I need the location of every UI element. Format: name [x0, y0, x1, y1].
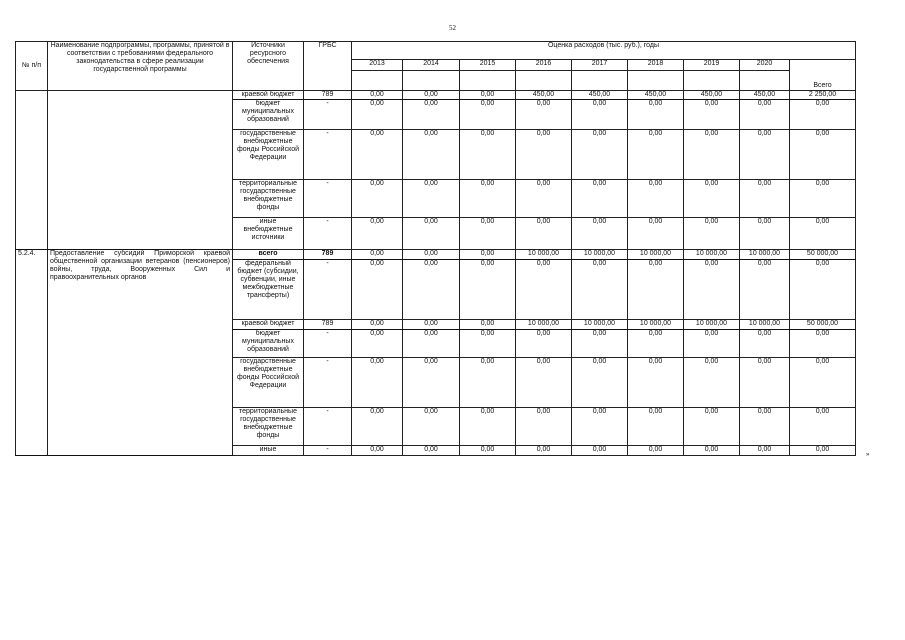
grbs-code: -	[304, 218, 352, 250]
total-value: 0,00	[790, 260, 856, 320]
year-value: 10 000,00	[628, 250, 684, 260]
year-header: 2019	[684, 60, 740, 71]
page-number: 52	[449, 24, 456, 32]
funding-source: иные внебюджетные источники	[233, 218, 304, 250]
table-row	[16, 91, 856, 100]
year-header: 2013	[352, 60, 403, 71]
year-value: 0,00	[628, 260, 684, 320]
year-value: 0,00	[572, 330, 628, 358]
year-value: 0,00	[460, 91, 516, 100]
funding-source: государственные внебюджетные фонды Российской Федерации	[233, 358, 304, 408]
year-value: 10 000,00	[740, 250, 790, 260]
year-value: 0,00	[403, 130, 460, 180]
year-value: 0,00	[572, 408, 628, 446]
total-value: 0,00	[790, 446, 856, 456]
year-header: 2018	[628, 60, 684, 71]
year-value: 10 000,00	[740, 320, 790, 330]
year-value: 0,00	[460, 330, 516, 358]
year-value: 0,00	[352, 260, 403, 320]
year-value: 0,00	[684, 260, 740, 320]
row-number	[16, 91, 48, 250]
expense-table	[15, 41, 856, 456]
year-value: 450,00	[628, 91, 684, 100]
year-value: 0,00	[352, 408, 403, 446]
total-value: 0,00	[790, 358, 856, 408]
year-value: 0,00	[403, 446, 460, 456]
total-value: 0,00	[790, 180, 856, 218]
table-row	[16, 250, 856, 260]
year-value: 0,00	[628, 446, 684, 456]
row-number: 5.2.4.	[16, 250, 48, 456]
total-value: 50 000,00	[790, 250, 856, 260]
grbs-code: -	[304, 330, 352, 358]
funding-source: территориальные государственные внебюджетные фонды	[233, 180, 304, 218]
year-value: 0,00	[572, 260, 628, 320]
year-value: 0,00	[403, 250, 460, 260]
year-value: 0,00	[403, 408, 460, 446]
year-value: 0,00	[684, 358, 740, 408]
year-value: 0,00	[684, 180, 740, 218]
year-value: 0,00	[403, 320, 460, 330]
year-value: 0,00	[516, 260, 572, 320]
grbs-code: -	[304, 446, 352, 456]
year-value: 0,00	[516, 408, 572, 446]
header-row-1	[16, 42, 856, 60]
year-value: 10 000,00	[684, 320, 740, 330]
year-value: 0,00	[628, 218, 684, 250]
funding-source: бюджет муниципальных образований	[233, 100, 304, 130]
year-value: 10 000,00	[684, 250, 740, 260]
year-value: 0,00	[740, 358, 790, 408]
year-value: 0,00	[572, 218, 628, 250]
year-value: 0,00	[628, 358, 684, 408]
year-value: 0,00	[352, 100, 403, 130]
year-value: 0,00	[628, 408, 684, 446]
grbs-code: -	[304, 100, 352, 130]
funding-source: территориальные государственные внебюджетные фонды	[233, 408, 304, 446]
year-value: 0,00	[460, 218, 516, 250]
year-value: 0,00	[352, 250, 403, 260]
year-value: 0,00	[572, 130, 628, 180]
year-header: 2015	[460, 60, 516, 71]
grbs-code: -	[304, 408, 352, 446]
funding-source: бюджет муниципальных образований	[233, 330, 304, 358]
year-value: 450,00	[740, 91, 790, 100]
year-value: 0,00	[460, 250, 516, 260]
year-header: 2016	[516, 60, 572, 71]
program-name: Предоставление субсидий Приморской краевой общественной организации ветеранов (пенсионеров) войны, труда, Вооруженных Сил и правоохранительных органов	[48, 250, 233, 456]
year-value: 0,00	[516, 100, 572, 130]
year-value: 0,00	[403, 260, 460, 320]
year-value: 0,00	[572, 358, 628, 408]
year-header: 2014	[403, 60, 460, 71]
year-value: 450,00	[572, 91, 628, 100]
year-value: 0,00	[516, 130, 572, 180]
total-value: 50 000,00	[790, 320, 856, 330]
year-header: 2017	[572, 60, 628, 71]
year-value: 0,00	[740, 330, 790, 358]
year-value: 0,00	[740, 446, 790, 456]
total-value: 0,00	[790, 218, 856, 250]
year-value: 0,00	[740, 180, 790, 218]
year-value: 0,00	[352, 218, 403, 250]
year-value: 0,00	[684, 218, 740, 250]
year-value: 0,00	[740, 260, 790, 320]
year-value: 0,00	[740, 100, 790, 130]
year-value: 0,00	[460, 320, 516, 330]
total-value: 0,00	[790, 408, 856, 446]
funding-source: всего	[233, 250, 304, 260]
year-value: 10 000,00	[572, 320, 628, 330]
grbs-code: -	[304, 358, 352, 408]
funding-source: федеральный бюджет (субсидии, субвенции, иные межбюджетные трансферты)	[233, 260, 304, 320]
year-value: 0,00	[684, 330, 740, 358]
year-value: 0,00	[352, 330, 403, 358]
year-value: 0,00	[516, 330, 572, 358]
year-value: 0,00	[572, 180, 628, 218]
year-value: 0,00	[403, 218, 460, 250]
year-value: 0,00	[684, 130, 740, 180]
total-value: 2 250,00	[790, 91, 856, 100]
year-value: 0,00	[403, 358, 460, 408]
grbs-code: 789	[304, 320, 352, 330]
year-header: 2020	[740, 60, 790, 71]
year-value: 0,00	[684, 408, 740, 446]
year-value: 0,00	[740, 218, 790, 250]
funding-source: краевой бюджет	[233, 91, 304, 100]
grbs-code: -	[304, 260, 352, 320]
year-value: 0,00	[460, 100, 516, 130]
year-value: 0,00	[460, 180, 516, 218]
total-value: 0,00	[790, 100, 856, 130]
grbs-code: -	[304, 130, 352, 180]
year-value: 0,00	[572, 446, 628, 456]
year-value: 0,00	[516, 180, 572, 218]
col-name-header: Наименование подпрограммы, программы, принятой в соответствии с требованиями федерального законодательства в сфере реализации государственной программы	[48, 42, 233, 91]
year-value: 0,00	[352, 180, 403, 218]
year-value: 0,00	[628, 130, 684, 180]
year-value: 0,00	[352, 91, 403, 100]
year-value: 0,00	[403, 180, 460, 218]
year-value: 0,00	[403, 330, 460, 358]
year-value: 450,00	[684, 91, 740, 100]
year-value: 0,00	[460, 408, 516, 446]
grbs-code: 789	[304, 91, 352, 100]
total-value: 0,00	[790, 130, 856, 180]
total-value: 0,00	[790, 330, 856, 358]
total-header: Всего	[790, 60, 856, 91]
program-name	[48, 91, 233, 250]
year-value: 0,00	[628, 100, 684, 130]
year-value: 10 000,00	[516, 320, 572, 330]
year-value: 450,00	[516, 91, 572, 100]
col-grbs-header: ГРБС	[304, 42, 352, 91]
year-value: 0,00	[628, 180, 684, 218]
funding-source: государственные внебюджетные фонды Российской Федерации	[233, 130, 304, 180]
year-value: 0,00	[460, 130, 516, 180]
col-source-header: Источники ресурсного обеспечения	[233, 42, 304, 91]
year-value: 0,00	[352, 320, 403, 330]
year-value: 0,00	[516, 218, 572, 250]
grbs-code: -	[304, 180, 352, 218]
year-value: 10 000,00	[572, 250, 628, 260]
col-estimate-header: Оценка расходов (тыс. руб.), годы	[352, 42, 856, 60]
funding-source: краевой бюджет	[233, 320, 304, 330]
year-value: 0,00	[516, 446, 572, 456]
year-value: 0,00	[352, 130, 403, 180]
year-value: 0,00	[572, 100, 628, 130]
year-value: 0,00	[460, 260, 516, 320]
funding-source: иные	[233, 446, 304, 456]
year-value: 0,00	[516, 358, 572, 408]
year-value: 0,00	[403, 100, 460, 130]
corner-mark: »	[866, 452, 870, 458]
year-value: 0,00	[352, 358, 403, 408]
year-value: 0,00	[403, 91, 460, 100]
year-value: 0,00	[684, 100, 740, 130]
year-value: 0,00	[460, 446, 516, 456]
year-value: 0,00	[352, 446, 403, 456]
year-value: 0,00	[684, 446, 740, 456]
year-value: 10 000,00	[628, 320, 684, 330]
year-value: 0,00	[628, 330, 684, 358]
year-value: 0,00	[460, 358, 516, 408]
year-value: 0,00	[740, 130, 790, 180]
year-value: 0,00	[740, 408, 790, 446]
grbs-code: 789	[304, 250, 352, 260]
col-num-header: № п/п	[16, 42, 48, 91]
year-value: 10 000,00	[516, 250, 572, 260]
